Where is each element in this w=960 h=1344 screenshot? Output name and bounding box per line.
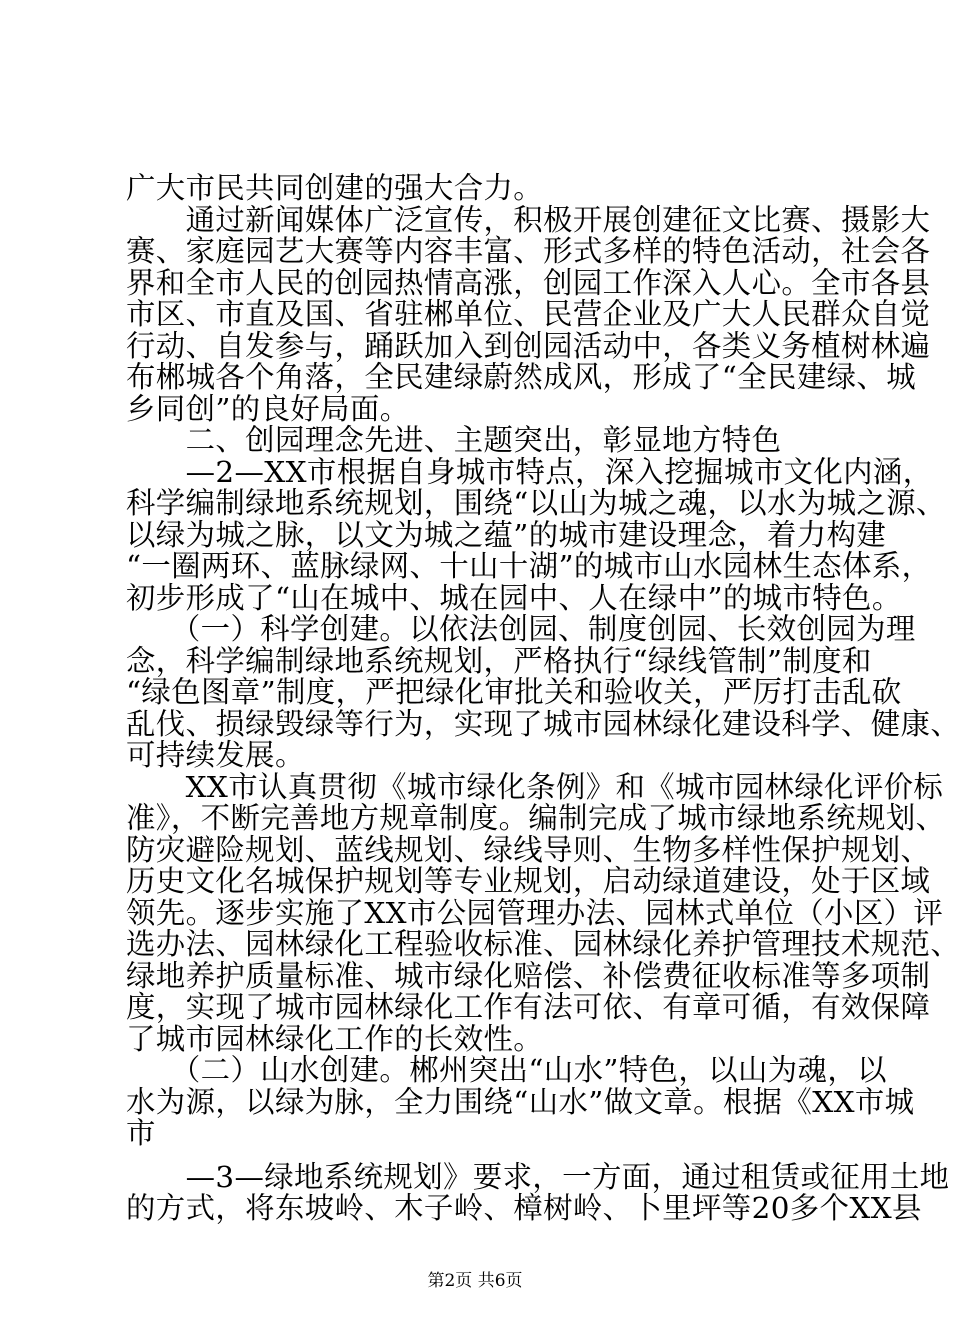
body-text-line: 界和全市人民的创园热情高涨，创园工作深入人心。全市各县 <box>126 265 931 300</box>
body-text-line: 市 <box>126 1116 156 1150</box>
body-text-line: 赛、家庭园艺大赛等内容丰富、形式多样的特色活动，社会各 <box>126 234 931 268</box>
body-text-line: 水为源，以绿为脉，全力围绕“山水”做文章。根据《XX市城 <box>126 1084 915 1119</box>
body-text-line: 度，实现了城市园林绿化工作有法可依、有章可循，有效保障 <box>126 990 931 1024</box>
body-text-line: （二）山水创建。郴州突出“山水”特色，以山为魂，以 <box>126 1053 887 1087</box>
body-text-line: 防灾避险规划、蓝线规划、绿线导则、生物多样性保护规划、 <box>126 832 931 867</box>
body-text-line: 领先。逐步实施了XX市公园管理办法、园林式单位（小区）评 <box>126 895 944 930</box>
body-text-line: 准》，不断完善地方规章制度。编制完成了城市绿地系统规划、 <box>126 801 946 835</box>
body-text-line: 念，科学编制绿地系统规划，严格执行“绿线管制”制度和 <box>126 643 872 678</box>
body-text-line: 乡同创”的良好局面。 <box>126 391 410 426</box>
body-text-line: 乱伐、损绿毁绿等行为，实现了城市园林绿化建设科学、健康、 <box>126 706 960 741</box>
body-text-line: 通过新闻媒体广泛宣传，积极开展创建征文比赛、摄影大 <box>126 202 931 237</box>
body-text-line: XX市认真贯彻《城市绿化条例》和《城市园林绿化评价标 <box>126 769 944 804</box>
page-number-footer: 第2页 共6页 <box>427 1271 523 1291</box>
body-text-line: “绿色图章”制度，严把绿化审批关和验收关，严厉打击乱砍 <box>126 675 902 709</box>
body-text-line: 初步形成了“山在城中、城在园中、人在绿中”的城市特色。 <box>126 580 902 615</box>
body-text-line: 的方式，将东坡岭、木子岭、樟树岭、卜里坪等20多个XX县 <box>126 1191 922 1225</box>
body-text-line: 选办法、园林绿化工程验收标准、园林绿化养护管理技术规范、 <box>126 927 960 961</box>
body-text-line: 以绿为城之脉，以文为城之蕴”的城市建设理念，着力构建 <box>126 517 887 552</box>
body-text-line: 广大市民共同创建的强大合力。 <box>126 171 544 205</box>
body-text-line: 市区、市直及国、省驻郴单位、民营企业及广大人民群众自觉 <box>126 297 931 331</box>
body-text-line: （一）科学创建。以依法创园、制度创园、长效创园为理 <box>126 612 916 646</box>
body-text-line: 绿地养护质量标准、城市绿化赔偿、补偿费征收标准等多项制 <box>126 958 931 993</box>
body-text-line: 布郴城各个角落，全民建绿蔚然成风，形成了“全民建绿、城 <box>126 360 916 394</box>
section-heading: 二、创园理念先进、主题突出，彰显地方特色 <box>126 423 782 457</box>
body-text-line: —3—绿地系统规划》要求，一方面，通过租赁或征用土地 <box>126 1159 950 1194</box>
body-text-line: —2—XX市根据自身城市特点，深入挖掘城市文化内涵， <box>126 454 933 489</box>
body-text-line: 了城市园林绿化工作的长效性。 <box>126 1021 544 1056</box>
body-text-line: 历史文化名城保护规划等专业规划，启动绿道建设，处于区域 <box>126 864 931 898</box>
body-text-line: “一圈两环、蓝脉绿网、十山十湖”的城市山水园林生态体系， <box>126 549 932 583</box>
body-text-line: 行动、自发参与，踊跃加入到创园活动中，各类义务植树林遍 <box>126 328 931 363</box>
body-text-line: 科学编制绿地系统规划，围绕“以山为城之魂，以水为城之源、 <box>126 486 946 520</box>
body-text-line: 可持续发展。 <box>126 738 305 772</box>
